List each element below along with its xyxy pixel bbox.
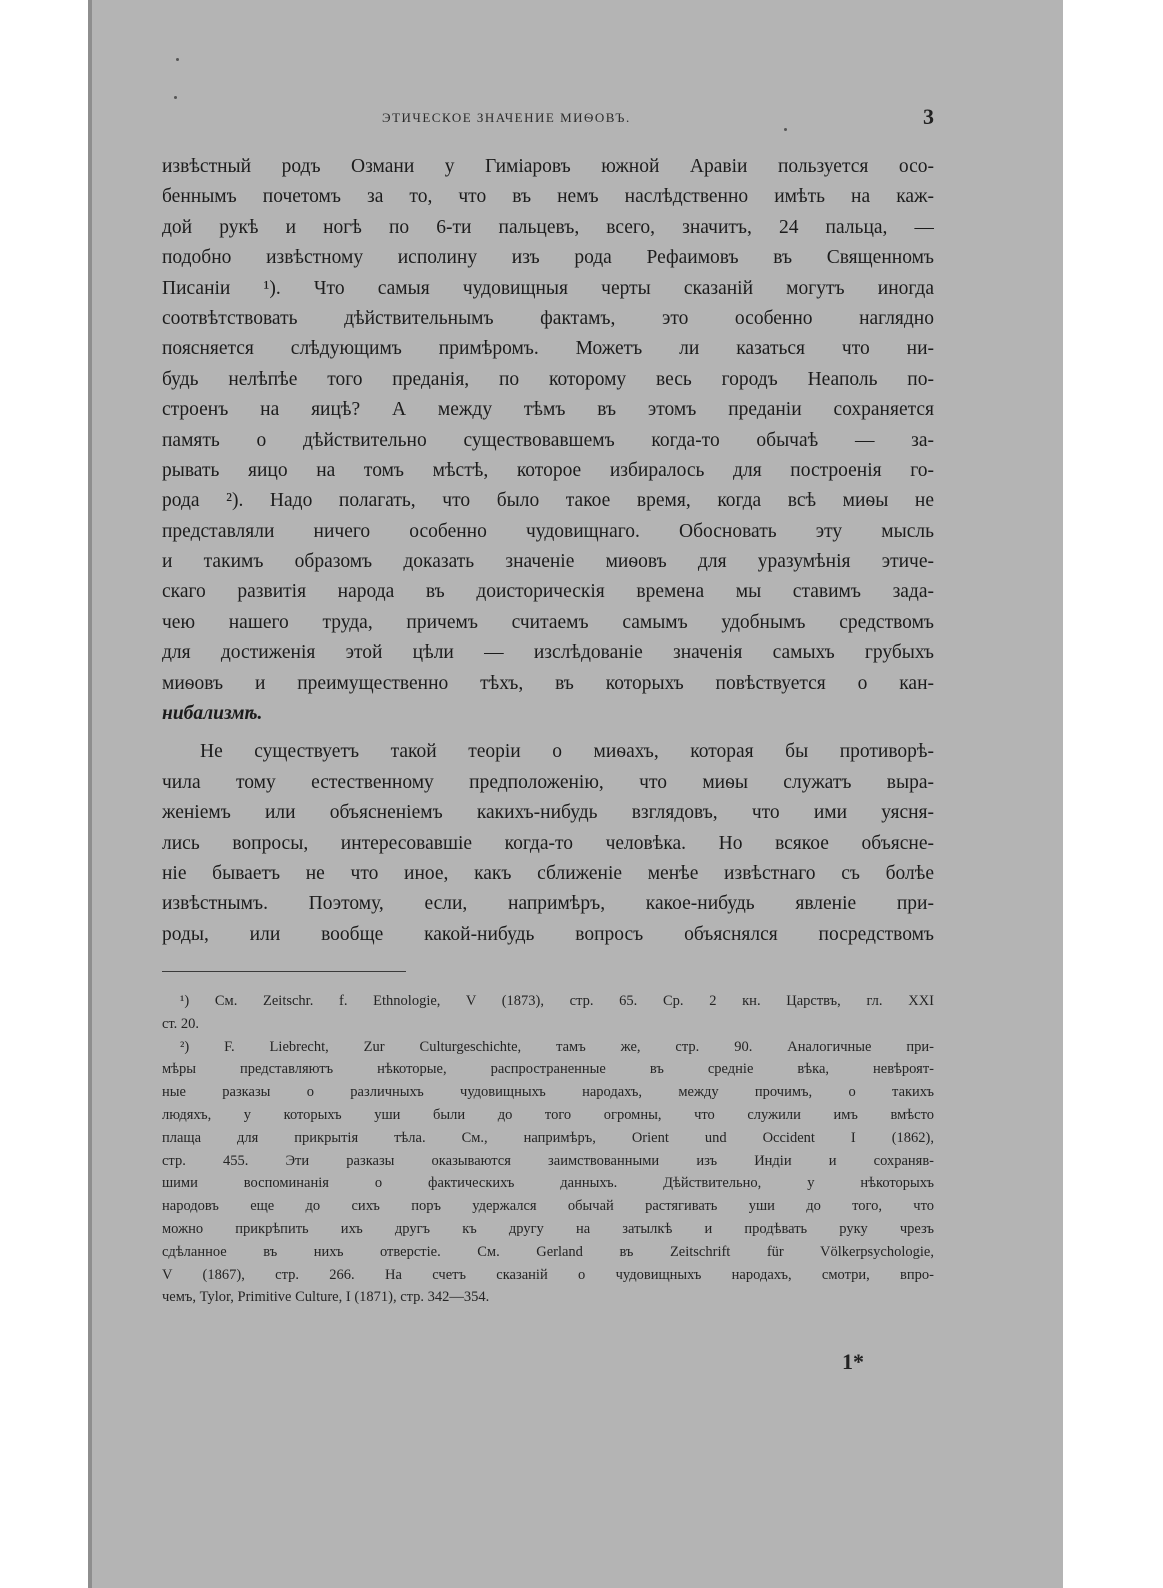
text-line: чею нашего труда, причемъ считаемъ самымъ удобнымъ средствомъ [162, 611, 934, 633]
text-line: для достиженія этой цѣли — изслѣдованіе значенія самыхъ грубыхъ [162, 642, 934, 664]
text-line: извѣстнымъ. Поэтому, если, напримѣръ, какое-нибудь явленіе при- [162, 893, 934, 915]
text-line: скаго развитія народа въ доисторическія времена мы ставимъ зада- [162, 581, 934, 603]
page-number: 3 [923, 104, 934, 129]
scan-speck [176, 58, 179, 61]
footnote-line: шими воспоминанія о фактическихъ данныхъ. Дѣйствительно, у нѣкоторыхъ [162, 1175, 934, 1192]
footnote-line: можно прикрѣпить ихъ другъ къ другу на затылкѣ и продѣвать руку чрезъ [162, 1220, 934, 1237]
text-line: чила тому естественному предположенію, что миѳы служатъ выра- [162, 771, 934, 793]
page-header [170, 106, 938, 130]
paragraph-gap [162, 729, 934, 737]
running-title: ЭТИЧЕСКОЕ ЗНАЧЕНИЕ МИѲОВЪ. [382, 110, 631, 125]
text-line: память о дѣйствительно существовавшемъ когда-то обычаѣ — за- [162, 429, 934, 451]
text-line: представляли ничего особенно чудовищнаго. Обосновать эту мысль [162, 520, 934, 542]
text-line: поясняется слѣдующимъ примѣромъ. Можетъ ли казаться что ни- [162, 338, 934, 360]
text-line: роды, или вообще какой-нибудь вопросъ объяснялся посредствомъ [162, 923, 934, 945]
text-line: беннымъ почетомъ за то, что въ немъ наслѣдственно имѣть на каж- [162, 186, 934, 208]
text-line: миѳовъ и преимущественно тѣхъ, въ которыхъ повѣствуется о кан- [162, 672, 934, 694]
text-line: лись вопросы, интересовавшіе когда-то человѣка. Но всякое объясне- [162, 832, 934, 854]
footnote-line: V (1867), стр. 266. На счетъ сказаній о чудовищныхъ народахъ, смотри, впро- [162, 1266, 934, 1283]
text-line: будь нелѣпѣе того преданія, по которому весь городъ Неаполь по- [162, 368, 934, 390]
text-line: дой рукѣ и ногѣ по 6-ти пальцевъ, всего, значитъ, 24 пальца, — [162, 216, 934, 238]
text-line: строенъ на яицѣ? А между тѣмъ въ этомъ преданіи сохраняется [162, 399, 934, 421]
footnote-line: ²) F. Liebrecht, Zur Culturgeschichte, тамъ же, стр. 90. Аналогичные при- [180, 1038, 934, 1055]
footnotes [162, 990, 934, 1309]
footnote-line: народовъ еще до сихъ поръ удержался обычай растягивать уши до того, что [162, 1198, 934, 1215]
text-line: извѣстный родъ Озмани у Гиміаровъ южной Аравіи пользуется осо- [162, 156, 934, 177]
signature-mark: 1* [842, 1349, 864, 1374]
text-line: Не существуетъ такой теоріи о миѳахъ, которая бы противорѣ- [200, 741, 934, 763]
text-line: ніе бываетъ не что иное, какъ сближеніе менѣе извѣстнаго съ болѣе [162, 862, 934, 884]
text-line: подобно извѣстному исполину изъ рода Рефаимовъ въ Священномъ [162, 247, 934, 269]
scan-speck [174, 96, 177, 99]
text-line: рывать яицо на томъ мѣстѣ, которое избиралось для построенія го- [162, 459, 934, 481]
footnote-line: людяхъ, у которыхъ уши были до того огромны, что служили имъ вмѣсто [162, 1106, 934, 1123]
text-line: женіемъ или объясненіемъ какихъ-нибудь взглядовъ, что ими уясня- [162, 802, 934, 824]
footnote-line: стр. 455. Эти разказы оказываются заимствованными изъ Индіи и сохраняв- [162, 1152, 934, 1169]
text-line: рода ²). Надо полагать, что было такое время, когда всѣ миѳы не [162, 490, 934, 512]
main-text [162, 152, 934, 950]
footnote-line: сдѣланное въ нихъ отверстіе. См. Gerland въ Zeitschrift für Völkerpsychologie, [162, 1243, 934, 1260]
footnote-line: ст. 20. [162, 1015, 200, 1032]
footnote-line: ¹) См. Zeitschr. f. Ethnologie, V (1873), стр. 65. Ср. 2 кн. Царствъ, гл. XXI [180, 993, 934, 1009]
text-line: Писаніи ¹). Что самыя чудовищныя черты сказаній могутъ иногда [162, 277, 934, 299]
text-line: и такимъ образомъ доказать значеніе миѳовъ для уразумѣнія этиче- [162, 551, 934, 573]
footnote-separator [162, 971, 406, 972]
footnote-line: плаща для прикрытія тѣла. См., напримѣръ, Orient und Occident I (1862), [162, 1129, 934, 1146]
text-line: соотвѣтствовать дѣйствительнымъ фактамъ, это особенно наглядно [162, 307, 934, 329]
footnote-line: ные разказы о различныхъ чудовищныхъ народахъ, между прочимъ, о такихъ [162, 1084, 934, 1101]
text-line [162, 699, 934, 729]
footnote-line: чемъ, Tylor, Primitive Culture, I (1871), стр. 342—354. [162, 1289, 490, 1306]
footnote-line: мѣры представляютъ нѣкоторые, распространенные въ средніе вѣка, невѣроят- [162, 1061, 934, 1078]
italic-term: нибализмѣ. [162, 703, 263, 725]
page-edge-shadow [88, 0, 92, 1588]
